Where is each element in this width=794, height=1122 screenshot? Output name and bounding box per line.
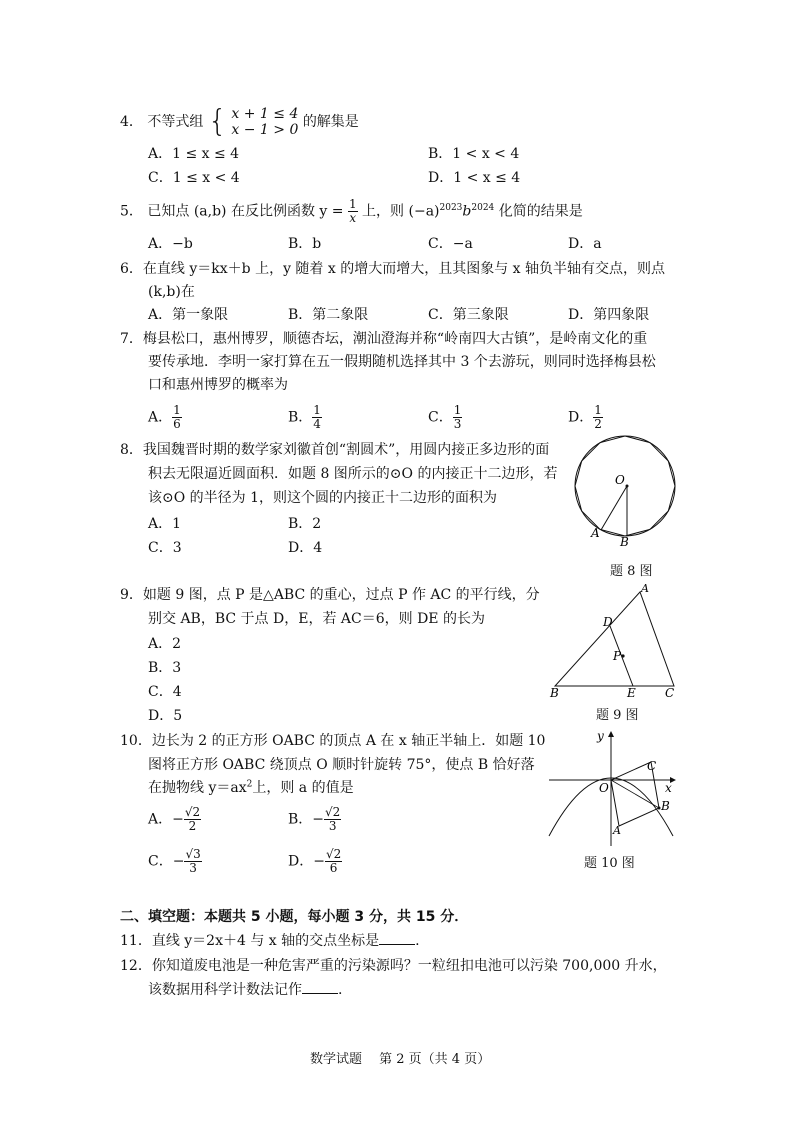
q7-number: 7． (120, 331, 143, 347)
q10-label-c: C (647, 759, 657, 773)
q10-option-b-sign: − (312, 811, 325, 828)
q4-option-a[interactable]: A．1 ≤ x ≤ 4 (148, 146, 240, 162)
q8-label-a: A (591, 526, 600, 540)
q9-option-d[interactable]: D．5 (148, 708, 183, 724)
q9-label-d: D (603, 615, 613, 629)
q5-fraction-num: 1 (348, 197, 357, 211)
q4-option-c[interactable]: C．1 ≤ x < 4 (148, 170, 240, 186)
q11-number: 11． (120, 933, 152, 949)
q5-post: 化简的结果是 (498, 203, 583, 220)
q10-option-c-den: 3 (189, 861, 197, 875)
q6-line2: (k,b)在 (148, 284, 195, 300)
q10-option-b-num: √2 (325, 805, 341, 819)
q10-option-d-fraction (325, 848, 342, 875)
q10-option-a-den: 2 (188, 819, 197, 833)
q7-option-c-den: 3 (453, 417, 462, 431)
q12-line1: 你知道废电池是一种危害严重的污染源吗？一粒纽扣电池可以污染 700,000 升水， (151, 958, 667, 974)
q9-line1: 如题 9 图，点 P 是△ABC 的重心，过点 P 作 AC 的平行线，分 (142, 587, 540, 603)
q8-option-d[interactable]: D．4 (288, 540, 323, 556)
q6-option-c[interactable]: C．第三象限 (428, 307, 509, 323)
q10-line3-post: 上，则 a 的值是 (252, 780, 354, 796)
q10-option-d-den: 6 (329, 861, 338, 875)
q7-option-b-num: 1 (313, 403, 321, 417)
q5-option-d[interactable]: D．a (568, 236, 602, 252)
q10-line1: 边长为 2 的正方形 OABC 的顶点 A 在 x 轴正半轴上．如题 10 (151, 733, 546, 749)
q10-option-d-label: D． (288, 853, 314, 870)
q5-exp1: 2023 (439, 202, 463, 213)
q10-number: 10． (120, 733, 152, 749)
q10-option-c[interactable] (148, 848, 202, 875)
q7-option-a-num: 1 (173, 403, 181, 417)
q10-line3-pre: 在抛物线 y＝ax (148, 780, 247, 796)
q11-stem (120, 930, 420, 950)
q4-post: 的解集是 (302, 114, 359, 130)
q9-label-p: P (613, 649, 622, 663)
q10-label-y: y (597, 729, 604, 743)
q9-line2: 别交 AB，BC 于点 D，E，若 AC＝6，则 DE 的长为 (148, 611, 485, 627)
q5-base2: b (462, 203, 472, 220)
q8-label-b: B (620, 535, 629, 549)
q10-option-d-sign: − (313, 853, 325, 870)
q7-option-b-fraction (312, 404, 322, 431)
q10-option-a-label: A． (148, 811, 173, 828)
q8-dodecagon (575, 436, 675, 536)
q10-line3-sup: 2 (246, 779, 253, 790)
q7-option-a-den: 6 (173, 417, 181, 431)
q10-option-c-fraction (184, 848, 201, 875)
q8-center-dot (626, 485, 629, 488)
q12-stem-line1 (120, 955, 667, 975)
q5-fraction (348, 198, 358, 225)
q10-option-a-fraction (184, 806, 201, 833)
q8-stem-line1 (120, 439, 549, 459)
q8-circle (575, 436, 675, 536)
q9-number: 9． (120, 587, 143, 603)
q10-option-c-num: √3 (185, 847, 201, 861)
q12-line2-pre: 该数据用科学计数法记作 (148, 982, 302, 998)
q5-mid: 上，则 (−a) (362, 203, 440, 220)
q10-caption: 题 10 图 (584, 856, 635, 871)
page-footer: 数学试题 第 2 页（共 4 页） (310, 1052, 491, 1067)
q8-line1: 我国魏晋时期的数学家刘徽首创“割圆术”，用圆内接正多边形的面 (142, 442, 550, 458)
q10-option-d[interactable] (288, 848, 342, 875)
q7-option-c[interactable] (428, 404, 462, 431)
q10-option-c-sign: − (172, 853, 185, 870)
q12-blank[interactable] (302, 981, 338, 994)
q7-line3: 口和惠州博罗的概率为 (148, 377, 288, 393)
q4-stem (120, 106, 359, 138)
q5-option-a[interactable]: A．−b (148, 236, 193, 252)
q7-option-b-label: B． (288, 409, 313, 426)
q7-option-a-label: A． (148, 409, 173, 426)
q8-label-o: O (615, 473, 625, 487)
q7-option-a-fraction (172, 404, 182, 431)
q11-post: . (415, 933, 420, 949)
q10-option-b-label: B． (288, 811, 313, 828)
q10-line2: 图将正方形 OABC 绕顶点 O 顺时针旋转 75°，使点 B 恰好落 (148, 757, 535, 773)
q9-option-b[interactable]: B．3 (148, 660, 182, 676)
q7-line1: 梅县松口，惠州博罗，顺德杏坛，潮汕澄海并称“岭南四大古镇”，是岭南文化的重 (142, 331, 648, 347)
q10-line3 (148, 777, 354, 797)
section2-title: 二、填空题：本题共 5 小题，每小题 3 分，共 15 分． (120, 909, 469, 925)
q8-option-b[interactable]: B．2 (288, 516, 322, 532)
q7-option-c-label: C． (428, 409, 453, 426)
q10-stem-line1 (120, 730, 545, 750)
brace-icon: { (207, 104, 227, 139)
q10-label-x: x (665, 781, 672, 795)
q4-system-line2: x − 1 > 0 (231, 122, 299, 138)
q9-caption: 题 9 图 (596, 708, 639, 723)
q9-label-b: B (550, 686, 559, 698)
q6-option-d[interactable]: D．第四象限 (568, 307, 650, 323)
q9-label-a: A (641, 582, 649, 595)
q5-fraction-den: x (349, 211, 357, 225)
q6-stem-line1 (120, 258, 665, 278)
q9-option-c[interactable]: C．4 (148, 684, 182, 700)
q8-radius-oa (601, 486, 627, 530)
q5-number: 5． (120, 203, 143, 220)
q7-stem-line1 (120, 328, 647, 348)
q4-system (231, 106, 298, 138)
q4-option-d[interactable]: D．1 < x ≤ 4 (428, 170, 521, 186)
q7-option-d-num: 1 (594, 403, 602, 417)
q9-option-a[interactable]: A．2 (148, 636, 182, 652)
q8-option-c[interactable]: C．3 (148, 540, 182, 556)
q8-line2: 积去无限逼近圆面积．如题 8 图所示的⊙O 的内接正十二边形，若 (148, 466, 558, 482)
q7-option-d-fraction (593, 404, 603, 431)
q4-system-line1: x + 1 ≤ 4 (231, 106, 299, 122)
q7-option-a[interactable] (148, 404, 182, 431)
q8-number: 8． (120, 442, 143, 458)
q12-line2-post: . (338, 982, 343, 998)
q7-option-c-fraction (453, 404, 463, 431)
q7-option-b[interactable] (288, 404, 322, 431)
q5-option-c[interactable]: C．−a (428, 236, 473, 252)
q4-number: 4． (120, 114, 143, 130)
q6-line1: 在直线 y＝kx＋b 上，y 随着 x 的增大而增大，且其图象与 x 轴负半轴有交点，则点 (142, 261, 666, 277)
q10-option-c-label: C． (148, 853, 173, 870)
q10-option-b-den: 3 (328, 819, 337, 833)
q6-option-b[interactable]: B．第二象限 (288, 307, 369, 323)
q8-figure (570, 434, 680, 554)
q7-option-d-label: D． (568, 409, 594, 426)
q10-option-a[interactable] (148, 806, 201, 833)
q10-option-d-num: √2 (325, 847, 342, 861)
q6-number: 6． (120, 261, 143, 277)
q6-option-a[interactable]: A．第一象限 (148, 307, 229, 323)
q10-label-o: O (599, 781, 609, 795)
q10-segment-ob (611, 780, 659, 808)
q7-option-b-den: 4 (313, 417, 321, 431)
q12-line2 (148, 979, 342, 999)
q7-line2: 要传承地．李明一家打算在五一假期随机选择其中 3 个去游玩，则同时选择梅县松 (148, 354, 656, 370)
q9-label-e: E (627, 686, 636, 698)
q11-pre: 直线 y＝2x＋4 与 x 轴的交点坐标是 (151, 933, 380, 949)
q12-number: 12． (120, 958, 152, 974)
q5-stem (120, 198, 583, 225)
q10-label-a: A (613, 824, 621, 837)
q10-option-a-sign: − (172, 811, 184, 828)
q5-pre: 已知点 (a,b) 在反比例函数 y = (147, 203, 344, 220)
q11-blank[interactable] (379, 932, 415, 945)
q7-option-d-den: 2 (594, 417, 602, 431)
q9-stem-line1 (120, 584, 540, 604)
q8-caption: 题 8 图 (610, 564, 653, 579)
q10-figure (545, 728, 685, 848)
q7-option-d[interactable] (568, 404, 603, 431)
q8-option-a[interactable]: A．1 (148, 516, 182, 532)
q4-pre: 不等式组 (147, 114, 204, 130)
q9-label-c: C (665, 686, 675, 698)
q5-option-b[interactable]: B．b (288, 236, 322, 252)
q9-point-p (621, 654, 624, 657)
q10-option-b[interactable] (288, 806, 341, 833)
q4-option-b[interactable]: B．1 < x < 4 (428, 146, 520, 162)
q5-exp2: 2024 (471, 202, 495, 213)
q8-line3: 该⊙O 的半径为 1，则这个圆的内接正十二边形的面积为 (148, 490, 498, 506)
q9-figure (545, 582, 685, 698)
q10-label-b: B (661, 799, 670, 813)
q10-option-b-fraction (324, 806, 341, 833)
q10-option-a-num: √2 (184, 805, 201, 819)
q7-option-c-num: 1 (453, 403, 462, 417)
